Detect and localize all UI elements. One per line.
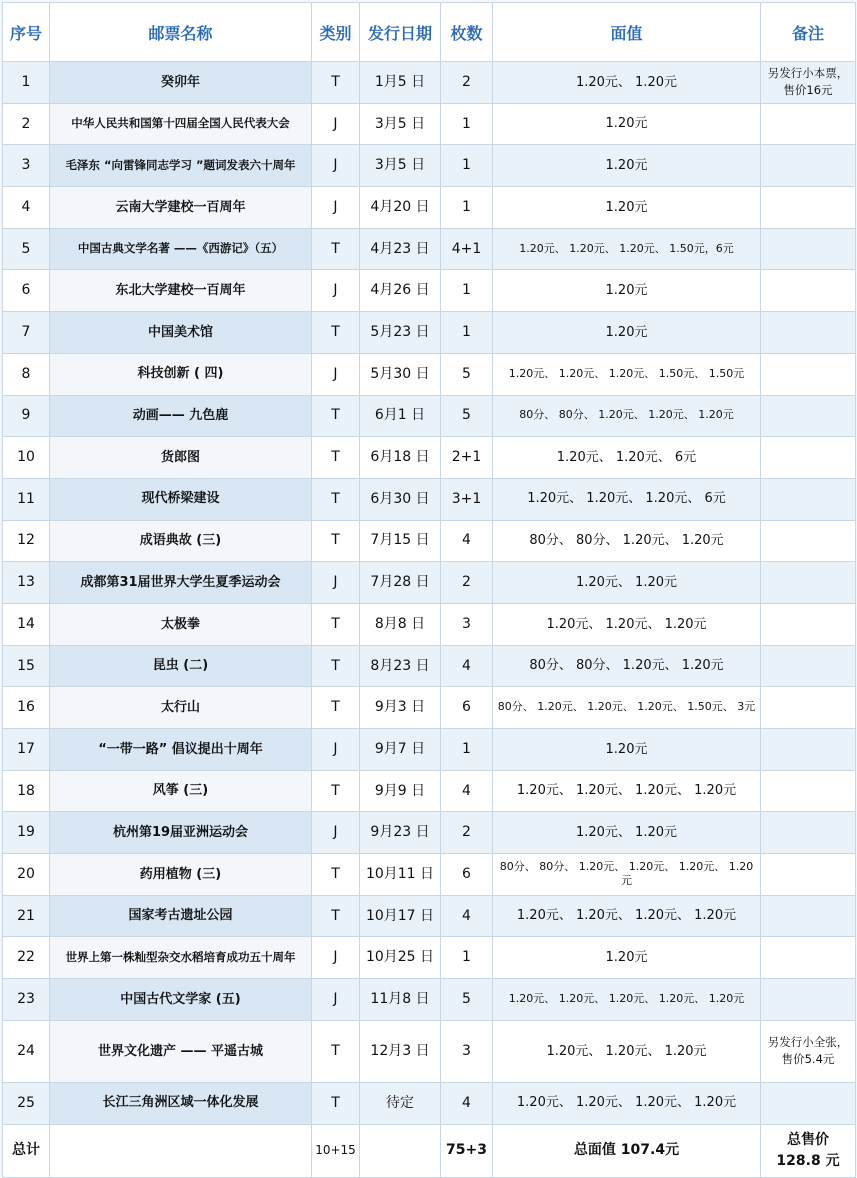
cell-index: 16 bbox=[3, 687, 50, 729]
cell-name: 成语典故 (三) bbox=[50, 520, 312, 562]
cell-face-value: 1.20元 bbox=[493, 145, 761, 187]
total-date-blank bbox=[360, 1124, 441, 1177]
cell-face-value: 1.20元、 1.20元、 6元 bbox=[493, 437, 761, 479]
cell-face-value: 1.20元、 1.20元、 1.20元、 1.20元、 1.20元 bbox=[493, 979, 761, 1021]
table-row bbox=[3, 353, 856, 395]
cell-face-value: 1.20元 bbox=[493, 729, 761, 771]
table-row bbox=[3, 395, 856, 437]
cell-category: T bbox=[312, 478, 360, 520]
table-row bbox=[3, 979, 856, 1021]
table-row bbox=[3, 312, 856, 354]
cell-count: 5 bbox=[441, 353, 493, 395]
table-row bbox=[3, 478, 856, 520]
cell-remarks bbox=[761, 187, 856, 229]
table-row bbox=[3, 937, 856, 979]
table-row bbox=[3, 62, 856, 104]
cell-index: 21 bbox=[3, 895, 50, 937]
cell-index: 2 bbox=[3, 103, 50, 145]
cell-date: 9月7 日 bbox=[360, 729, 441, 771]
cell-category: T bbox=[312, 228, 360, 270]
cell-count: 6 bbox=[441, 687, 493, 729]
cell-category: T bbox=[312, 854, 360, 896]
cell-face-value: 1.20元、 1.20元、 1.20元 bbox=[493, 1020, 761, 1082]
table-row bbox=[3, 603, 856, 645]
table-row bbox=[3, 187, 856, 229]
cell-count: 1 bbox=[441, 103, 493, 145]
cell-count: 3 bbox=[441, 603, 493, 645]
cell-name: 世界文化遗产 —— 平遥古城 bbox=[50, 1020, 312, 1082]
cell-category: T bbox=[312, 62, 360, 104]
cell-index: 4 bbox=[3, 187, 50, 229]
cell-remarks bbox=[761, 854, 856, 896]
cell-name: 云南大学建校一百周年 bbox=[50, 187, 312, 229]
cell-count: 2 bbox=[441, 562, 493, 604]
cell-index: 10 bbox=[3, 437, 50, 479]
cell-index: 14 bbox=[3, 603, 50, 645]
cell-face-value: 80分、 80分、 1.20元、 1.20元、 1.20元、 1.20元 bbox=[493, 854, 761, 896]
cell-category: T bbox=[312, 645, 360, 687]
total-price: 总售价 128.8 元 bbox=[761, 1124, 856, 1177]
cell-date: 4月23 日 bbox=[360, 228, 441, 270]
table-row bbox=[3, 687, 856, 729]
table-row bbox=[3, 437, 856, 479]
header-index: 序号 bbox=[3, 3, 50, 62]
cell-count: 1 bbox=[441, 145, 493, 187]
header-date: 发行日期 bbox=[360, 3, 441, 62]
cell-remarks bbox=[761, 353, 856, 395]
cell-remarks bbox=[761, 270, 856, 312]
cell-count: 1 bbox=[441, 312, 493, 354]
total-row bbox=[3, 1124, 856, 1177]
cell-index: 1 bbox=[3, 62, 50, 104]
total-face-value: 总面值 107.4元 bbox=[493, 1124, 761, 1177]
stamp-issue-table bbox=[2, 2, 856, 1178]
cell-date: 7月28 日 bbox=[360, 562, 441, 604]
cell-name: 风筝 (三) bbox=[50, 770, 312, 812]
cell-date: 8月23 日 bbox=[360, 645, 441, 687]
header-count: 枚数 bbox=[441, 3, 493, 62]
cell-name: 科技创新 ( 四) bbox=[50, 353, 312, 395]
cell-remarks bbox=[761, 895, 856, 937]
cell-remarks bbox=[761, 979, 856, 1021]
cell-date: 6月1 日 bbox=[360, 395, 441, 437]
cell-name: 太极拳 bbox=[50, 603, 312, 645]
cell-category: T bbox=[312, 312, 360, 354]
cell-count: 4 bbox=[441, 520, 493, 562]
header-row bbox=[3, 3, 856, 62]
cell-count: 2 bbox=[441, 812, 493, 854]
cell-category: J bbox=[312, 187, 360, 229]
cell-category: T bbox=[312, 687, 360, 729]
cell-face-value: 1.20元 bbox=[493, 270, 761, 312]
cell-date: 待定 bbox=[360, 1082, 441, 1124]
cell-date: 1月5 日 bbox=[360, 62, 441, 104]
cell-date: 10月11 日 bbox=[360, 854, 441, 896]
total-name-blank bbox=[50, 1124, 312, 1177]
cell-date: 4月20 日 bbox=[360, 187, 441, 229]
total-count: 75+3 bbox=[441, 1124, 493, 1177]
cell-face-value: 1.20元 bbox=[493, 312, 761, 354]
cell-name: 长江三角洲区域一体化发展 bbox=[50, 1082, 312, 1124]
cell-date: 9月9 日 bbox=[360, 770, 441, 812]
cell-index: 19 bbox=[3, 812, 50, 854]
cell-category: J bbox=[312, 812, 360, 854]
cell-remarks bbox=[761, 562, 856, 604]
cell-category: T bbox=[312, 1020, 360, 1082]
cell-name: 毛泽东 “向雷锋同志学习 ”题词发表六十周年 bbox=[50, 145, 312, 187]
cell-index: 7 bbox=[3, 312, 50, 354]
cell-category: T bbox=[312, 437, 360, 479]
cell-count: 4 bbox=[441, 645, 493, 687]
cell-category: J bbox=[312, 353, 360, 395]
cell-name: 世界上第一株籼型杂交水稻培育成功五十周年 bbox=[50, 937, 312, 979]
cell-name: 中国美术馆 bbox=[50, 312, 312, 354]
cell-date: 6月30 日 bbox=[360, 478, 441, 520]
cell-remarks bbox=[761, 228, 856, 270]
table-row bbox=[3, 729, 856, 771]
cell-remarks bbox=[761, 520, 856, 562]
cell-face-value: 1.20元、 1.20元 bbox=[493, 62, 761, 104]
cell-category: T bbox=[312, 770, 360, 812]
cell-face-value: 1.20元、 1.20元、 1.20元 bbox=[493, 603, 761, 645]
total-label: 总计 bbox=[3, 1124, 50, 1177]
cell-remarks bbox=[761, 687, 856, 729]
table-row bbox=[3, 103, 856, 145]
cell-index: 8 bbox=[3, 353, 50, 395]
cell-date: 5月30 日 bbox=[360, 353, 441, 395]
cell-date: 3月5 日 bbox=[360, 103, 441, 145]
table-row bbox=[3, 228, 856, 270]
table-row bbox=[3, 1082, 856, 1124]
cell-remarks bbox=[761, 437, 856, 479]
cell-name: 中华人民共和国第十四届全国人民代表大会 bbox=[50, 103, 312, 145]
table-row bbox=[3, 562, 856, 604]
cell-index: 24 bbox=[3, 1020, 50, 1082]
cell-category: T bbox=[312, 520, 360, 562]
cell-remarks bbox=[761, 1082, 856, 1124]
cell-name: 国家考古遗址公园 bbox=[50, 895, 312, 937]
cell-date: 6月18 日 bbox=[360, 437, 441, 479]
cell-face-value: 1.20元、 1.20元、 1.20元、 1.20元 bbox=[493, 770, 761, 812]
cell-remarks: 另发行小全张，售价5.4元 bbox=[761, 1020, 856, 1082]
cell-count: 3 bbox=[441, 1020, 493, 1082]
cell-date: 3月5 日 bbox=[360, 145, 441, 187]
cell-count: 2 bbox=[441, 62, 493, 104]
cell-remarks bbox=[761, 812, 856, 854]
cell-count: 5 bbox=[441, 395, 493, 437]
cell-index: 12 bbox=[3, 520, 50, 562]
table-row bbox=[3, 645, 856, 687]
cell-count: 1 bbox=[441, 270, 493, 312]
cell-name: 昆虫 (二) bbox=[50, 645, 312, 687]
cell-date: 10月17 日 bbox=[360, 895, 441, 937]
cell-count: 3+1 bbox=[441, 478, 493, 520]
cell-count: 4 bbox=[441, 770, 493, 812]
cell-index: 3 bbox=[3, 145, 50, 187]
cell-face-value: 80分、 80分、 1.20元、 1.20元、 1.20元 bbox=[493, 395, 761, 437]
cell-index: 11 bbox=[3, 478, 50, 520]
cell-face-value: 80分、 80分、 1.20元、 1.20元 bbox=[493, 520, 761, 562]
cell-remarks bbox=[761, 312, 856, 354]
header-name: 邮票名称 bbox=[50, 3, 312, 62]
cell-date: 9月23 日 bbox=[360, 812, 441, 854]
cell-name: 货郎图 bbox=[50, 437, 312, 479]
cell-index: 15 bbox=[3, 645, 50, 687]
header-category: 类别 bbox=[312, 3, 360, 62]
cell-remarks bbox=[761, 478, 856, 520]
cell-name: 癸卯年 bbox=[50, 62, 312, 104]
cell-name: 太行山 bbox=[50, 687, 312, 729]
cell-face-value: 1.20元、 1.20元、 1.20元、 1.20元 bbox=[493, 1082, 761, 1124]
cell-name: 中国古典文学名著 ——《西游记》（五） bbox=[50, 228, 312, 270]
cell-face-value: 1.20元、 1.20元、 1.20元、 1.50元、 1.50元 bbox=[493, 353, 761, 395]
cell-count: 1 bbox=[441, 729, 493, 771]
cell-index: 17 bbox=[3, 729, 50, 771]
cell-date: 9月3 日 bbox=[360, 687, 441, 729]
cell-name: 药用植物 (三) bbox=[50, 854, 312, 896]
cell-face-value: 1.20元 bbox=[493, 187, 761, 229]
cell-count: 5 bbox=[441, 979, 493, 1021]
total-category: 10+15 bbox=[312, 1124, 360, 1177]
table-row bbox=[3, 145, 856, 187]
cell-index: 22 bbox=[3, 937, 50, 979]
cell-index: 25 bbox=[3, 1082, 50, 1124]
table-row bbox=[3, 270, 856, 312]
cell-remarks bbox=[761, 770, 856, 812]
cell-index: 18 bbox=[3, 770, 50, 812]
cell-face-value: 1.20元 bbox=[493, 937, 761, 979]
header-face-value: 面值 bbox=[493, 3, 761, 62]
cell-name: 杭州第19届亚洲运动会 bbox=[50, 812, 312, 854]
cell-face-value: 80分、 80分、 1.20元、 1.20元 bbox=[493, 645, 761, 687]
cell-index: 23 bbox=[3, 979, 50, 1021]
cell-index: 20 bbox=[3, 854, 50, 896]
cell-count: 4 bbox=[441, 895, 493, 937]
cell-name: 现代桥梁建设 bbox=[50, 478, 312, 520]
cell-name: 中国古代文学家 (五) bbox=[50, 979, 312, 1021]
table-row bbox=[3, 812, 856, 854]
cell-face-value: 1.20元、 1.20元、 1.20元、 1.50元，6元 bbox=[493, 228, 761, 270]
cell-face-value: 80分、 1.20元、 1.20元、 1.20元、 1.50元、 3元 bbox=[493, 687, 761, 729]
header-remarks: 备注 bbox=[761, 3, 856, 62]
cell-count: 4 bbox=[441, 1082, 493, 1124]
cell-remarks bbox=[761, 145, 856, 187]
cell-count: 1 bbox=[441, 187, 493, 229]
cell-remarks bbox=[761, 603, 856, 645]
cell-remarks bbox=[761, 729, 856, 771]
cell-remarks bbox=[761, 103, 856, 145]
cell-count: 1 bbox=[441, 937, 493, 979]
cell-index: 13 bbox=[3, 562, 50, 604]
cell-date: 5月23 日 bbox=[360, 312, 441, 354]
cell-index: 5 bbox=[3, 228, 50, 270]
cell-face-value: 1.20元、 1.20元、 1.20元、 6元 bbox=[493, 478, 761, 520]
cell-remarks bbox=[761, 937, 856, 979]
cell-name: 东北大学建校一百周年 bbox=[50, 270, 312, 312]
table-row bbox=[3, 520, 856, 562]
table-row bbox=[3, 895, 856, 937]
table-body bbox=[3, 62, 856, 1178]
cell-category: J bbox=[312, 729, 360, 771]
cell-category: T bbox=[312, 895, 360, 937]
cell-date: 4月26 日 bbox=[360, 270, 441, 312]
cell-category: T bbox=[312, 395, 360, 437]
table-row bbox=[3, 854, 856, 896]
cell-index: 9 bbox=[3, 395, 50, 437]
cell-remarks: 另发行小本票，售价16元 bbox=[761, 62, 856, 104]
cell-category: J bbox=[312, 937, 360, 979]
cell-category: J bbox=[312, 979, 360, 1021]
table-row bbox=[3, 1020, 856, 1082]
cell-date: 11月8 日 bbox=[360, 979, 441, 1021]
cell-category: J bbox=[312, 145, 360, 187]
cell-category: J bbox=[312, 270, 360, 312]
cell-remarks bbox=[761, 395, 856, 437]
cell-count: 4+1 bbox=[441, 228, 493, 270]
table-row bbox=[3, 770, 856, 812]
cell-date: 7月15 日 bbox=[360, 520, 441, 562]
cell-name: 成都第31届世界大学生夏季运动会 bbox=[50, 562, 312, 604]
cell-index: 6 bbox=[3, 270, 50, 312]
cell-category: T bbox=[312, 603, 360, 645]
cell-date: 10月25 日 bbox=[360, 937, 441, 979]
cell-face-value: 1.20元、 1.20元 bbox=[493, 812, 761, 854]
cell-date: 12月3 日 bbox=[360, 1020, 441, 1082]
cell-category: J bbox=[312, 103, 360, 145]
cell-date: 8月8 日 bbox=[360, 603, 441, 645]
cell-category: J bbox=[312, 562, 360, 604]
cell-face-value: 1.20元 bbox=[493, 103, 761, 145]
cell-name: 动画—— 九色鹿 bbox=[50, 395, 312, 437]
cell-count: 6 bbox=[441, 854, 493, 896]
cell-remarks bbox=[761, 645, 856, 687]
cell-count: 2+1 bbox=[441, 437, 493, 479]
cell-face-value: 1.20元、 1.20元 bbox=[493, 562, 761, 604]
cell-face-value: 1.20元、 1.20元、 1.20元、 1.20元 bbox=[493, 895, 761, 937]
cell-category: T bbox=[312, 1082, 360, 1124]
cell-name: “一带一路” 倡议提出十周年 bbox=[50, 729, 312, 771]
